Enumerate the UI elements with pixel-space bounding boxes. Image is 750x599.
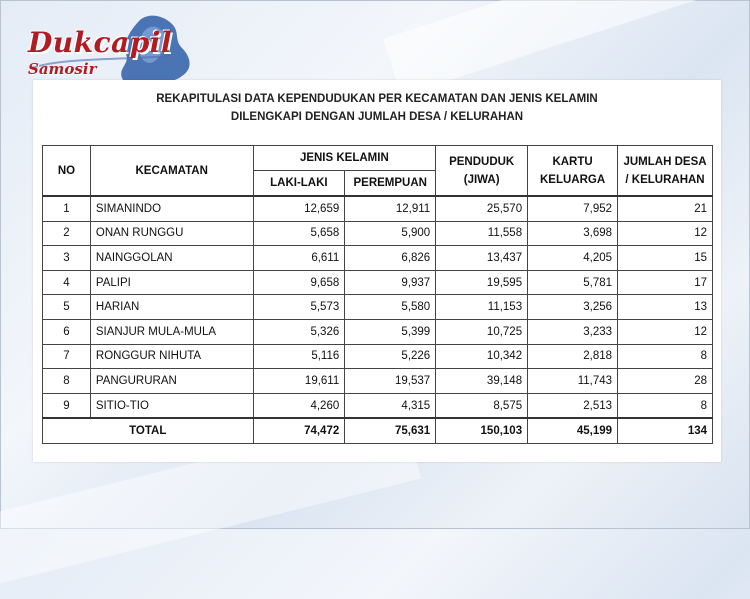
table-row [43,295,713,320]
total-perempuan: 75,631 [345,418,436,443]
row-no: 2 [43,221,91,246]
header-penduduk [436,146,528,197]
header-jumlah-desa [618,146,713,197]
table-row [43,246,713,271]
row-jumlah-desa: 17 [618,270,713,295]
row-perempuan: 4,315 [345,393,436,418]
row-jumlah-desa: 21 [618,196,713,221]
document-subtitle: DILENGKAPI DENGAN JUMLAH DESA / KELURAHAN [230,111,524,123]
population-table [42,145,713,444]
row-no: 3 [43,246,91,271]
row-perempuan: 19,537 [345,369,436,394]
row-penduduk: 25,570 [436,196,528,221]
row-jumlah-desa: 15 [618,246,713,271]
row-jumlah-desa: 13 [618,295,713,320]
logo-subtitle: Samosir [28,60,97,78]
row-perempuan: 6,826 [345,246,436,271]
row-perempuan: 5,226 [345,344,436,369]
table-row [43,196,713,221]
row-no: 5 [43,295,91,320]
row-jumlah-desa: 8 [618,344,713,369]
row-penduduk: 39,148 [436,369,528,394]
header-kecamatan: KECAMATAN [90,146,253,197]
row-perempuan: 9,937 [345,270,436,295]
total-penduduk: 150,103 [436,418,528,443]
row-penduduk: 13,437 [436,246,528,271]
row-kartu-keluarga: 11,743 [528,369,618,394]
header-perempuan: PEREMPUAN [345,171,436,197]
header-penduduk-line1: PENDUDUK [449,155,515,168]
header-kk-line2: KELUARGA [539,173,606,186]
total-laki: 74,472 [253,418,345,443]
row-kartu-keluarga: 4,205 [528,246,618,271]
row-penduduk: 19,595 [436,270,528,295]
row-kartu-keluarga: 3,256 [528,295,618,320]
row-kecamatan: RONGGUR NIHUTA [90,344,253,369]
header-kk-line1: KARTU [552,155,593,168]
row-kecamatan: SIMANINDO [90,196,253,221]
row-penduduk: 11,558 [436,221,528,246]
dukcapil-logo [22,10,202,90]
header-penduduk-line2: (JIWA) [463,173,500,186]
row-jumlah-desa: 12 [618,221,713,246]
header-jenis-kelamin: JENIS KELAMIN [253,146,436,171]
row-jumlah-desa: 12 [618,319,713,344]
row-laki-laki: 12,659 [253,196,345,221]
row-kartu-keluarga: 2,513 [528,393,618,418]
table-row [43,344,713,369]
row-no: 9 [43,393,91,418]
row-kecamatan: PALIPI [90,270,253,295]
table-row [43,270,713,295]
row-kecamatan: SIANJUR MULA-MULA [90,319,253,344]
table-row [43,393,713,418]
row-kecamatan: HARIAN [90,295,253,320]
row-laki-laki: 19,611 [253,369,345,394]
document-page [33,80,721,462]
row-kartu-keluarga: 2,818 [528,344,618,369]
row-laki-laki: 5,573 [253,295,345,320]
table-row [43,221,713,246]
row-kecamatan: SITIO-TIO [90,393,253,418]
table-body [43,196,713,443]
row-laki-laki: 9,658 [253,270,345,295]
row-perempuan: 5,900 [345,221,436,246]
header-laki-laki: LAKI-LAKI [253,171,345,197]
row-kartu-keluarga: 3,233 [528,319,618,344]
row-laki-laki: 4,260 [253,393,345,418]
row-laki-laki: 6,611 [253,246,345,271]
total-desa: 134 [618,418,713,443]
row-laki-laki: 5,658 [253,221,345,246]
row-kecamatan: ONAN RUNGGU [90,221,253,246]
row-kartu-keluarga: 7,952 [528,196,618,221]
row-perempuan: 5,580 [345,295,436,320]
total-row [43,418,713,443]
row-kecamatan: PANGURURAN [90,369,253,394]
row-kecamatan: NAINGGOLAN [90,246,253,271]
total-kk: 45,199 [528,418,618,443]
total-label: TOTAL [43,418,254,443]
row-laki-laki: 5,326 [253,319,345,344]
row-perempuan: 5,399 [345,319,436,344]
row-no: 6 [43,319,91,344]
row-jumlah-desa: 8 [618,393,713,418]
row-penduduk: 10,725 [436,319,528,344]
table-row [43,319,713,344]
row-penduduk: 8,575 [436,393,528,418]
row-kartu-keluarga: 3,698 [528,221,618,246]
table-row [43,369,713,394]
row-no: 4 [43,270,91,295]
header-desa-line1: JUMLAH DESA [623,155,707,168]
row-penduduk: 11,153 [436,295,528,320]
row-laki-laki: 5,116 [253,344,345,369]
row-penduduk: 10,342 [436,344,528,369]
header-desa-line2: / KELURAHAN [625,173,705,186]
row-kartu-keluarga: 5,781 [528,270,618,295]
row-no: 7 [43,344,91,369]
row-perempuan: 12,911 [345,196,436,221]
logo-title: Dukcapil [28,26,173,59]
header-no: NO [43,146,91,197]
row-jumlah-desa: 28 [618,369,713,394]
header-kartu-keluarga [528,146,618,197]
document-title: REKAPITULASI DATA KEPENDUDUKAN PER KECAMATAN DAN JENIS KELAMIN [156,93,598,105]
row-no: 8 [43,369,91,394]
row-no: 1 [43,196,91,221]
